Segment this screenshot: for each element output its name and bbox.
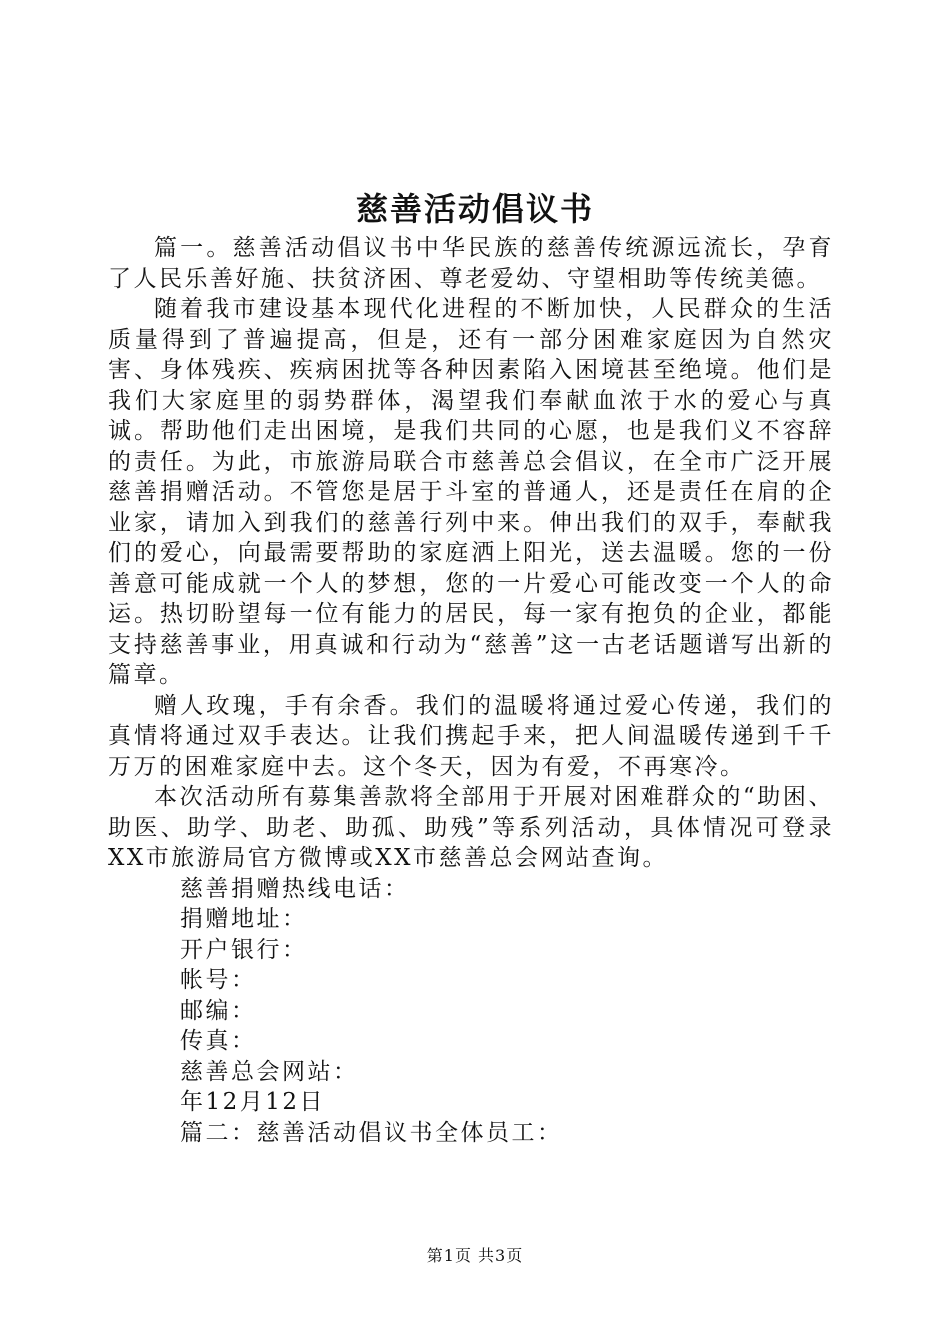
postcode-field: 邮编： [180,997,257,1024]
paragraph: 赠人玫瑰，手有余香。我们的温暖将通过爱心传递，我们的真情将通过双手表达。让我们携起手来，把人间温暖传递到千千万万的困难家庭中去。这个冬天，因为有爱，不再寒冷。 [108,692,834,780]
date-field: 年12月12日 [180,1089,326,1115]
paragraph: 随着我市建设基本现代化进程的不断加快，人民群众的生活质量得到了普遍提高，但是，还有一部分困难家庭因为自然灾害、身体残疾、疾病困扰等各种因素陷入困境甚至绝境。他们是我们大家庭里的弱势群体，渴望我们奉献血浓于水的爱心与真诚。帮助他们走出困境，是我们共同的心愿，也是我们义不容辞的责任。为此，市旅游局联合市慈善总会倡议，在全市广泛开展慈善捐赠活动。不管您是居于斗室的普通人，还是责任在肩的企业家，请加入到我们的慈善行列中来。伸出我们的双手，奉献我们的爱心，向最需要帮助的家庭洒上阳光，送去温暖。您的一份善意可能成就一个人的梦想，您的一片爱心可能改变一个人的命运。热切盼望每一位有能力的居民，每一家有抱负的企业，都能支持慈善事业，用真诚和行动为“慈善”这一古老话题谱写出新的篇章。 [108,296,834,688]
section-two-heading: 篇二：慈善活动倡议书全体员工： [180,1119,563,1146]
page-footer: 第1页 共3页 [426,1246,524,1265]
fax-field: 传真： [180,1028,257,1054]
document-title: 慈善活动倡议书 [355,190,594,228]
paragraph: 本次活动所有募集善款将全部用于开展对困难群众的“助困、助医、助学、助老、助孤、助残”等系列活动，具体情况可登录XX市旅游局官方微博或XX市慈善总会网站查询。 [108,784,834,871]
address-field: 捐赠地址： [180,906,308,932]
document-body [108,233,834,1148]
website-field: 慈善总会网站： [180,1058,359,1085]
account-field: 帐号： [180,967,257,993]
paragraph: 篇一。慈善活动倡议书中华民族的慈善传统源远流长，孕育了人民乐善好施、扶贫济困、尊老爱幼、守望相助等传统美德。 [108,235,834,292]
bank-field: 开户银行： [180,936,308,963]
hotline-field: 慈善捐赠热线电话： [180,875,410,902]
